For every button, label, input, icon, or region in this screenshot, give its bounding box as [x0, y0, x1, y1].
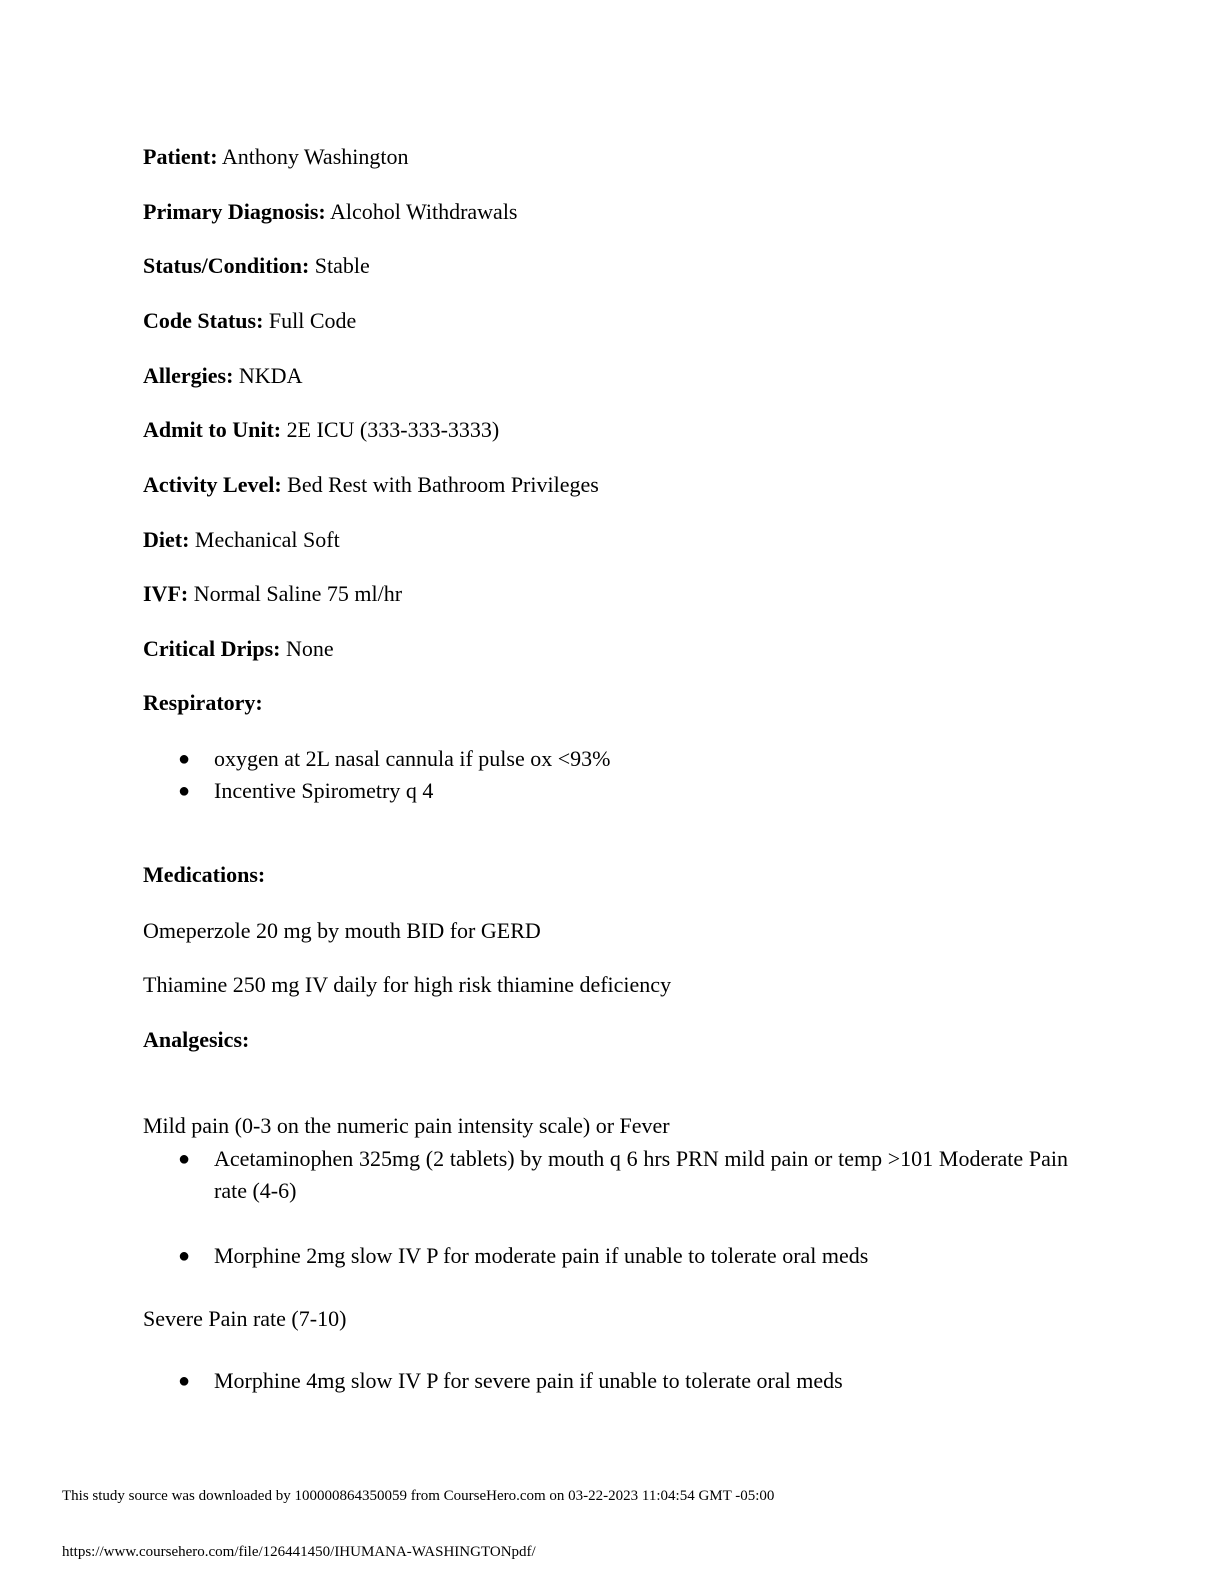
bullet-icon: ● [178, 780, 191, 802]
respiratory-item: oxygen at 2L nasal cannula if pulse ox <93% [214, 746, 611, 771]
severe-pain-heading: Severe Pain rate (7-10) [143, 1306, 347, 1331]
footer-url[interactable]: https://www.coursehero.com/file/126441450/IHUMANA-WASHINGTONpdf/ [62, 1544, 536, 1560]
field-value: Normal Saline 75 ml/hr [188, 581, 403, 606]
analgesics-heading: Analgesics: [143, 1027, 250, 1052]
field-ivf [143, 581, 402, 607]
field-value: None [280, 636, 334, 661]
medication-item: Thiamine 250 mg IV daily for high risk thiamine deficiency [143, 972, 672, 997]
field-patient [143, 144, 408, 170]
bullet-icon: ● [178, 1148, 191, 1170]
mild-pain-item: Acetaminophen 325mg (2 tablets) by mouth q 6 hrs PRN mild pain or temp >101 Moderate Pain rate (4-6) [214, 1146, 1068, 1203]
field-label: Patient: [143, 144, 218, 169]
field-label: Activity Level: [143, 472, 282, 497]
field-value: Mechanical Soft [189, 527, 340, 552]
field-value: Full Code [263, 308, 357, 333]
bullet-icon: ● [178, 1245, 191, 1267]
moderate-pain-item: Morphine 2mg slow IV P for moderate pain if unable to tolerate oral meds [214, 1243, 869, 1268]
field-value: 2E ICU (333-333-3333) [281, 417, 500, 442]
bullet-icon: ● [178, 748, 191, 770]
field-label: Primary Diagnosis: [143, 199, 326, 224]
field-diet [143, 527, 340, 553]
field-label: IVF: [143, 581, 189, 606]
field-label: Code Status: [143, 308, 264, 333]
medications-heading: Medications: [143, 862, 266, 887]
bullet-icon: ● [178, 1370, 191, 1392]
field-label: Admit to Unit: [143, 417, 282, 442]
field-label: Status/Condition: [143, 253, 310, 278]
field-value: Anthony Washington [217, 144, 409, 169]
field-label: Critical Drips: [143, 636, 281, 661]
field-admit-to-unit [143, 417, 499, 443]
field-allergies [143, 363, 302, 389]
mild-pain-heading: Mild pain (0-3 on the numeric pain intensity scale) or Fever [143, 1113, 670, 1138]
field-label: Allergies: [143, 363, 234, 388]
field-value: Bed Rest with Bathroom Privileges [281, 472, 599, 497]
severe-pain-item: Morphine 4mg slow IV P for severe pain if unable to tolerate oral meds [214, 1368, 843, 1393]
field-critical-drips [143, 636, 334, 662]
footer-source-note: This study source was downloaded by 100000864350059 from CourseHero.com on 03-22-2023 11:04:54 GMT -05:00 [62, 1488, 775, 1504]
field-value: Alcohol Withdrawals [325, 199, 518, 224]
field-status-condition [143, 253, 370, 279]
respiratory-item: Incentive Spirometry q 4 [214, 778, 434, 803]
field-value: Stable [309, 253, 370, 278]
field-value: NKDA [233, 363, 303, 388]
field-primary-diagnosis [143, 199, 518, 225]
medication-item: Omeperzole 20 mg by mouth BID for GERD [143, 918, 541, 943]
field-code-status [143, 308, 356, 334]
field-label: Diet: [143, 527, 190, 552]
field-activity-level [143, 472, 599, 498]
respiratory-heading: Respiratory: [143, 690, 263, 715]
